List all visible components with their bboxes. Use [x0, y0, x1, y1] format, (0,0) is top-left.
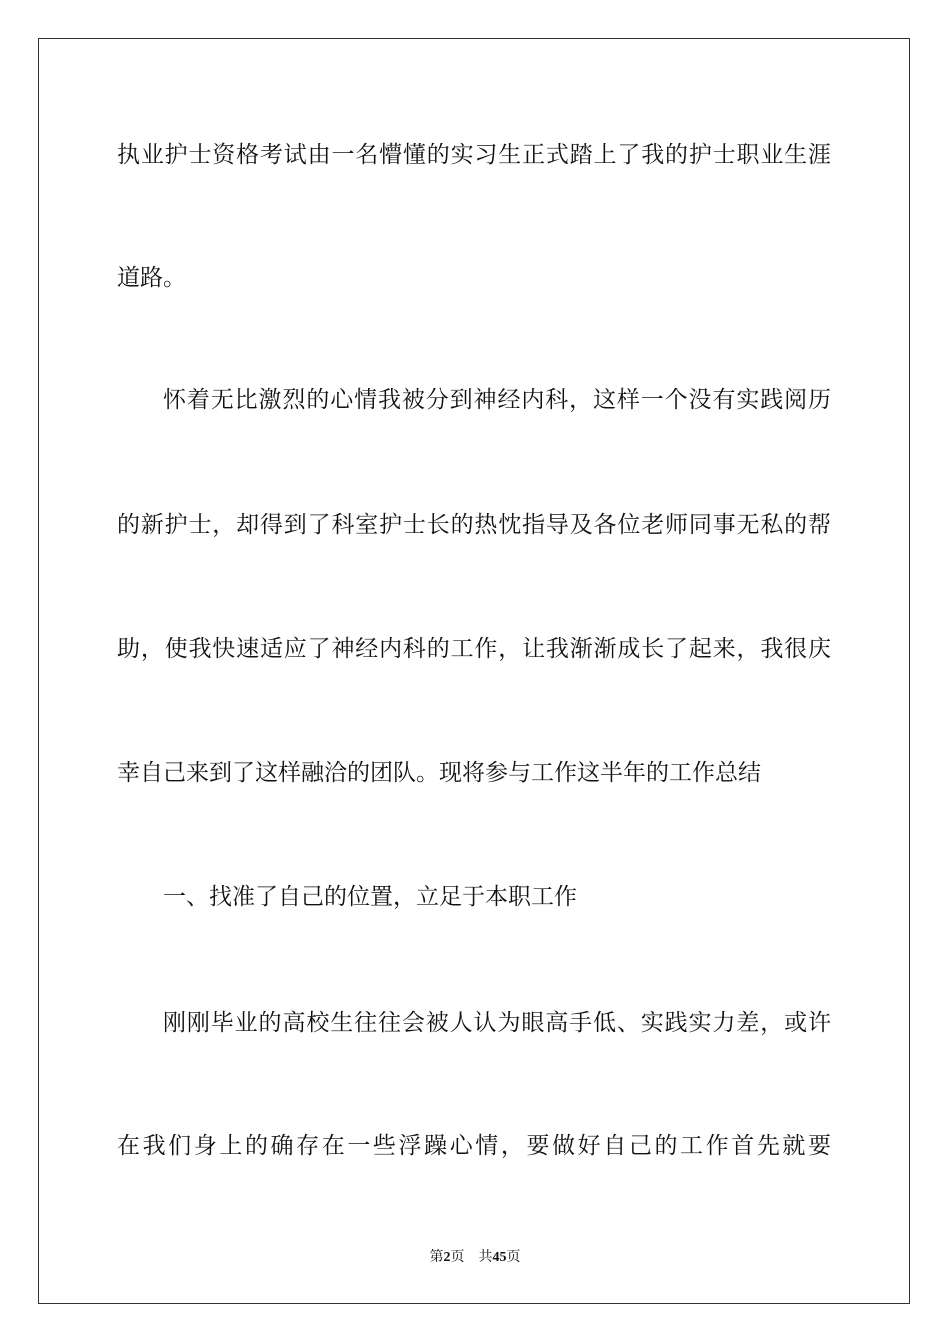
body-line-5: 助，使我快速适应了神经内科的工作，让我渐渐成长了起来，我很庆 — [117, 636, 831, 662]
body-line-6: 幸自己来到了这样融洽的团队。现将参与工作这半年的工作总结 — [117, 760, 761, 786]
page-suffix: 页 — [450, 1250, 465, 1265]
body-line-4: 的新护士，却得到了科室护士长的热忱指导及各位老师同事无私的帮 — [117, 512, 831, 538]
section-heading: 一、找准了自己的位置，立足于本职工作 — [163, 884, 577, 910]
body-line-8: 刚刚毕业的高校生往往会被人认为眼高手低、实践实力差，或许 — [163, 1010, 831, 1036]
body-line-1: 执业护士资格考试由一名懵懂的实习生正式踏上了我的护士职业生涯 — [117, 142, 831, 168]
total-prefix: 共 — [478, 1250, 493, 1265]
total-suffix: 页 — [506, 1250, 521, 1265]
total-pages: 45 — [492, 1250, 507, 1265]
body-line-2: 道路。 — [117, 265, 186, 291]
body-line-9: 在我们身上的确存在一些浮躁心情，要做好自己的工作首先就要 — [117, 1133, 831, 1159]
body-line-3: 怀着无比激烈的心情我被分到神经内科，这样一个没有实践阅历 — [163, 387, 831, 413]
page-prefix: 第 — [429, 1250, 444, 1265]
page-number: 2 — [443, 1250, 451, 1265]
page-border — [38, 38, 910, 1304]
page-footer — [0, 1246, 950, 1266]
